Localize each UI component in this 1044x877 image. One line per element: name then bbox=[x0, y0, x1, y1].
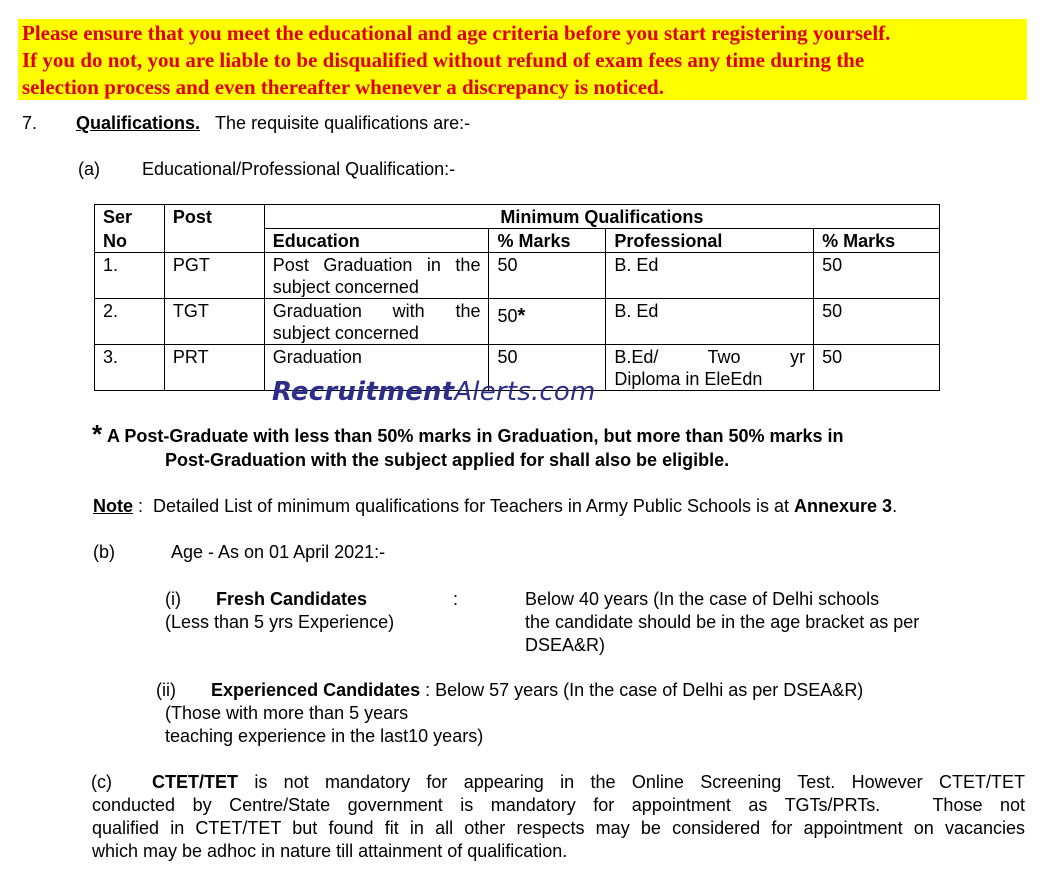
header-ser: Ser bbox=[95, 205, 165, 229]
row-ser: 1. bbox=[95, 253, 165, 299]
fresh-desc-line-1: Below 40 years (In the case of Delhi schools bbox=[525, 589, 880, 609]
footnote-asterisk: * bbox=[92, 419, 103, 449]
table-row bbox=[95, 299, 940, 345]
table-row bbox=[95, 253, 940, 299]
row-professional-marks: 50 bbox=[814, 299, 940, 345]
row-professional: B. Ed bbox=[606, 253, 814, 299]
fresh-colon: : bbox=[453, 589, 459, 609]
sub-a-label: (a) bbox=[78, 159, 100, 179]
header-education: Education bbox=[264, 229, 489, 253]
note-text: Detailed List of minimum qualifications for Teachers in Army Public Schools is at bbox=[153, 496, 789, 516]
header-education-marks: % Marks bbox=[489, 229, 606, 253]
experienced-number: (ii) bbox=[156, 680, 176, 700]
note-end: . bbox=[892, 496, 898, 516]
sub-b-label: (b) bbox=[93, 542, 115, 562]
sub-c-label: (c) bbox=[91, 772, 112, 792]
fresh-desc-line-2: the candidate should be in the age bracket as per bbox=[525, 612, 920, 632]
header-post: Post bbox=[164, 205, 264, 229]
row-education: Graduation bbox=[264, 345, 489, 391]
row-education bbox=[264, 253, 489, 299]
experienced-title: Experienced Candidates bbox=[211, 680, 421, 700]
sub-c-paragraph bbox=[92, 771, 1025, 863]
note-label: Note bbox=[93, 496, 133, 516]
watermark-logo bbox=[272, 377, 596, 407]
section-7-title: Qualifications. bbox=[76, 113, 201, 133]
footnote-line-1: A Post-Graduate with less than 50% marks in Graduation, but more than 50% marks in bbox=[107, 426, 844, 446]
header-minimum-qualifications: Minimum Qualifications bbox=[264, 205, 939, 229]
row-post: TGT bbox=[164, 299, 264, 345]
experienced-description: : Below 57 years (In the case of Delhi as per DSEA&R) bbox=[425, 680, 864, 700]
fresh-description bbox=[525, 588, 919, 657]
experienced-sub-line-1: (Those with more than 5 years bbox=[165, 703, 409, 723]
row-post: PRT bbox=[164, 345, 264, 391]
section-7-heading bbox=[76, 112, 470, 135]
row-education-marks: 50 bbox=[489, 345, 606, 391]
row-education-line-1: Graduation with the bbox=[272, 301, 481, 321]
sub-c-line-1-text: is not mandatory for appearing in the Online Screening Test. However CTET/TET bbox=[254, 772, 1025, 792]
row-education-line-1: Post Graduation in the bbox=[272, 255, 481, 275]
row-education-marks bbox=[489, 299, 606, 345]
row-professional bbox=[606, 345, 814, 391]
row-post: PGT bbox=[164, 253, 264, 299]
fresh-desc-line-3: DSEA&R) bbox=[525, 635, 606, 655]
watermark-rest: Alerts.com bbox=[454, 377, 596, 407]
experienced-sub-line-2: teaching experience in the last10 years) bbox=[165, 726, 484, 746]
table-header-row-1 bbox=[95, 205, 940, 229]
eligibility-warning-banner bbox=[18, 19, 1027, 100]
note-paragraph bbox=[93, 495, 897, 518]
row-education-line-2: subject concerned bbox=[272, 323, 419, 343]
header-professional-marks: % Marks bbox=[814, 229, 940, 253]
section-7-text: The requisite qualifications are:- bbox=[215, 113, 471, 133]
note-separator: : bbox=[138, 496, 144, 516]
row-professional-line-1: B.Ed/ Two yr bbox=[614, 347, 806, 367]
row-ser: 3. bbox=[95, 345, 165, 391]
row-professional-marks: 50 bbox=[814, 253, 940, 299]
warning-line-1: Please ensure that you meet the educational and age criteria before you start registering yourself. bbox=[22, 21, 891, 45]
qualifications-table bbox=[94, 204, 940, 391]
fresh-subtitle: (Less than 5 yrs Experience) bbox=[165, 612, 395, 632]
warning-line-2: If you do not, you are liable to be disqualified without refund of exam fees any time during the bbox=[22, 48, 865, 72]
header-no: No bbox=[95, 229, 165, 253]
experienced-candidates-heading bbox=[156, 679, 863, 702]
sub-c-line-2: conducted by Centre/State government is mandatory for appointment as TGTs/PRTs. Those not bbox=[92, 795, 1025, 815]
row-professional-marks: 50 bbox=[814, 345, 940, 391]
fresh-candidates-heading bbox=[165, 588, 367, 611]
row-education-line-2: subject concerned bbox=[272, 277, 419, 297]
asterisk-marker: * bbox=[517, 305, 526, 327]
sub-c-bold: CTET/TET bbox=[152, 772, 238, 792]
row-ser: 2. bbox=[95, 299, 165, 345]
fresh-number: (i) bbox=[165, 589, 181, 609]
sub-a-text: Educational/Professional Qualification:- bbox=[142, 159, 456, 179]
warning-line-3: selection process and even thereafter whenever a discrepancy is noticed. bbox=[22, 75, 664, 99]
sub-b-text: Age - As on 01 April 2021:- bbox=[171, 542, 386, 562]
footnote-line-2: Post-Graduation with the subject applied for shall also be eligible. bbox=[165, 450, 730, 470]
section-7-number: 7. bbox=[22, 113, 38, 133]
table-header-row-2 bbox=[95, 229, 940, 253]
header-professional: Professional bbox=[606, 229, 814, 253]
row-marks-value: 50 bbox=[497, 306, 518, 326]
sub-c-line-4: which may be adhoc in nature till attainment of qualification. bbox=[92, 841, 568, 861]
fresh-title: Fresh Candidates bbox=[216, 589, 368, 609]
row-professional: B. Ed bbox=[606, 299, 814, 345]
row-education-marks: 50 bbox=[489, 253, 606, 299]
note-annexure: Annexure 3 bbox=[794, 496, 893, 516]
sub-c-line-3: qualified in CTET/TET but found fit in all other respects may be considered for appointment on vacancies bbox=[92, 818, 1025, 838]
sub-c-line-1 bbox=[92, 771, 1025, 794]
watermark-bold: Recruitment bbox=[272, 377, 455, 407]
row-professional-line-2: Diploma in EleEdn bbox=[614, 369, 763, 389]
header-post-blank bbox=[164, 229, 264, 253]
row-education bbox=[264, 299, 489, 345]
